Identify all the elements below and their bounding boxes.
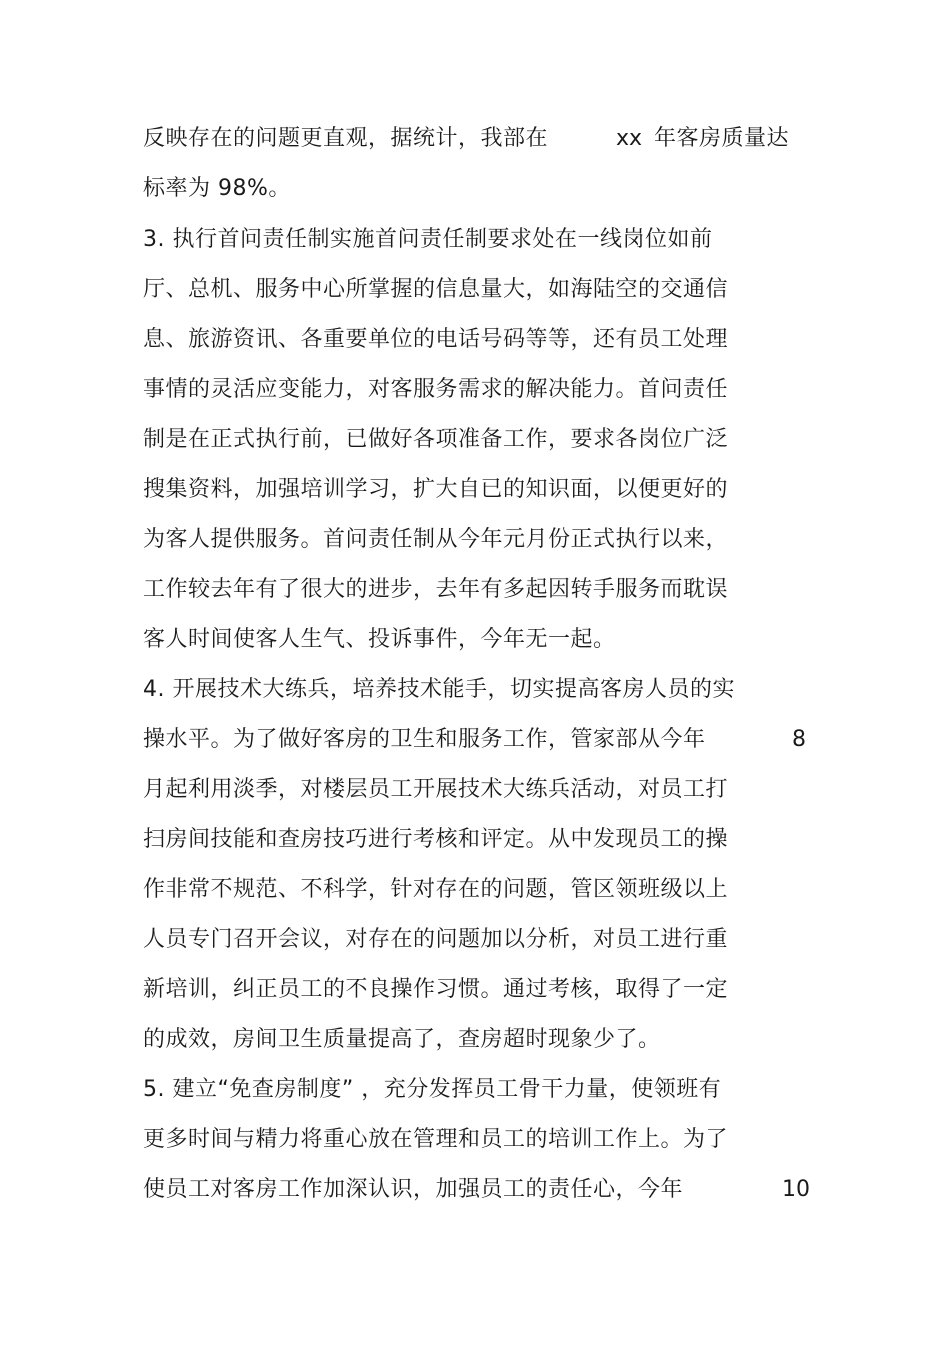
text-line-4: 厅、总机、服务中心所掌握的信息量大，如海陆空的交通信 xyxy=(143,277,729,302)
text-line-22: 使员工对客房工作加深认识，加强员工的责任心，今年 xyxy=(143,1177,684,1202)
text-line-20: 5. 建立“免查房制度” ，充分发挥员工骨干力量，使领班有 xyxy=(143,1077,722,1102)
text-line-15: 扫房间技能和查房技巧进行考核和评定。从中发现员工的操 xyxy=(143,827,729,852)
text-line-16: 作非常不规范、不科学，针对存在的问题，管区领班级以上 xyxy=(143,877,729,902)
text-line-11: 客人时间使客人生气、投诉事件，今年无一起。 xyxy=(143,627,616,652)
text-line-2: 标率为 98%。 xyxy=(143,176,291,201)
text-line-19: 的成效，房间卫生质量提高了，查房超时现象少了。 xyxy=(143,1027,661,1052)
text-line-10: 工作较去年有了很大的进步，去年有多起因转手服务而耽误 xyxy=(143,577,729,602)
text-line-13: 操水平。为了做好客房的卫生和服务工作，管家部从今年 xyxy=(143,727,706,752)
text-line-21: 更多时间与精力将重心放在管理和员工的培训工作上。为了 xyxy=(143,1127,729,1152)
month-number: 8 xyxy=(792,727,806,752)
text-line-17: 人员专门召开会议，对存在的问题加以分析，对员工进行重 xyxy=(143,927,729,952)
text-line-1: 反映存在的问题更直观，据统计，我部在 xyxy=(143,126,549,151)
text-line-18: 新培训，纠正员工的不良操作习惯。通过考核，取得了一定 xyxy=(143,977,729,1002)
text-line-12: 4. 开展技术大练兵，培养技术能手，切实提高客房人员的实 xyxy=(143,677,735,702)
text-line-9: 为客人提供服务。首问责任制从今年元月份正式执行以来， xyxy=(143,527,729,552)
line1-tail: 年客房质量达 xyxy=(654,126,790,151)
text-line-7: 制是在正式执行前，已做好各项准备工作，要求各岗位广泛 xyxy=(143,427,729,452)
year-placeholder: xx xyxy=(616,126,643,151)
year-number: 10 xyxy=(782,1177,810,1202)
text-line-5: 息、旅游资讯、各重要单位的电话号码等等，还有员工处理 xyxy=(143,327,729,352)
text-line-6: 事情的灵活应变能力，对客服务需求的解决能力。首问责任 xyxy=(143,377,729,402)
text-line-8: 搜集资料，加强培训学习，扩大自已的知识面，以便更好的 xyxy=(143,477,729,502)
text-line-3: 3. 执行首问责任制实施首问责任制要求处在一线岗位如前 xyxy=(143,227,713,252)
text-line-14: 月起利用淡季，对楼层员工开展技术大练兵活动，对员工打 xyxy=(143,777,729,802)
